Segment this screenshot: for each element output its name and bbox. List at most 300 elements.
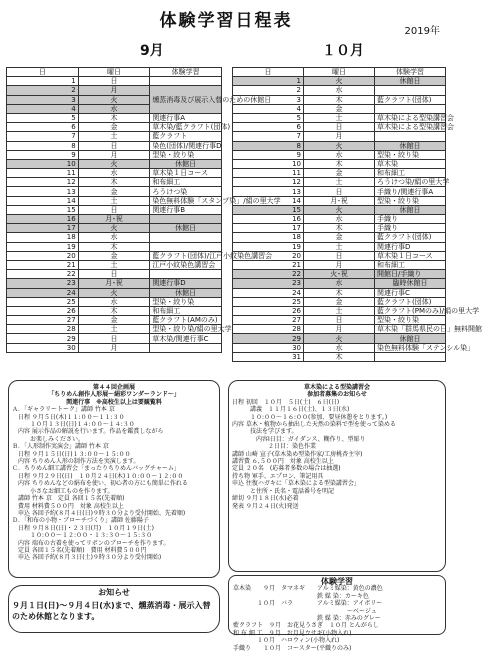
day-cell: 29 bbox=[233, 334, 304, 343]
table-row bbox=[7, 251, 222, 260]
day-cell: 14 bbox=[7, 196, 79, 205]
activity-cell: 和布細工 bbox=[375, 169, 446, 178]
weekday-cell: 水 bbox=[304, 215, 375, 224]
weekday-cell: 火 bbox=[304, 77, 375, 86]
day-cell: 20 bbox=[7, 251, 79, 260]
detail-line: 小さなお細工ものを作ります。 bbox=[12, 487, 114, 495]
september-schedule-table bbox=[6, 67, 281, 353]
table-row bbox=[233, 86, 446, 95]
day-cell: 15 bbox=[233, 205, 304, 214]
table-row bbox=[7, 141, 222, 150]
day-cell: 24 bbox=[7, 288, 79, 297]
weekday-cell: 金 bbox=[78, 123, 150, 132]
weekday-cell: 土 bbox=[304, 242, 375, 251]
activity-cell: 草木染 bbox=[375, 159, 446, 168]
day-cell: 12 bbox=[233, 178, 304, 187]
day-cell: 4 bbox=[7, 104, 79, 113]
day-cell: 2 bbox=[7, 86, 79, 95]
table-row bbox=[7, 169, 222, 178]
weekday-cell: 日 bbox=[78, 205, 150, 214]
day-cell: 3 bbox=[233, 95, 304, 104]
table-header-cell: 曜日 bbox=[304, 68, 375, 77]
activity-cell: 休館日 bbox=[375, 77, 446, 86]
table-row bbox=[7, 306, 222, 315]
day-cell: 10 bbox=[233, 159, 304, 168]
day-cell: 25 bbox=[233, 297, 304, 306]
weekday-cell: 金 bbox=[78, 316, 150, 325]
weekday-cell: 月･祝 bbox=[304, 196, 375, 205]
detail-line: 内容 ちりめんなどの絹布を使い、初心者の方にも簡単に作れる bbox=[12, 480, 188, 488]
experience-row: １０月 ハロウィン(小物入れ) bbox=[233, 637, 340, 645]
weekday-cell: 月 bbox=[78, 150, 150, 159]
table-row bbox=[7, 325, 222, 334]
day-cell: 8 bbox=[7, 141, 79, 150]
table-header-row bbox=[7, 68, 222, 77]
detail-line: 日程 ９月１５日(日)１３:００～１５:００ bbox=[12, 450, 131, 458]
weekday-cell: 日 bbox=[78, 334, 150, 343]
day-cell: 25 bbox=[7, 297, 79, 306]
activity-cell: 開館日/手織り bbox=[375, 270, 446, 279]
day-cell: 19 bbox=[7, 242, 79, 251]
table-row bbox=[233, 297, 446, 306]
experience-title: 体験学習 bbox=[321, 577, 353, 586]
day-cell: 6 bbox=[233, 123, 304, 132]
activity-cell: 休館日 bbox=[150, 224, 222, 233]
day-cell: 4 bbox=[233, 104, 304, 113]
detail-line: Ａ．「ギャラリートーク」講師 竹本 京 bbox=[12, 406, 115, 414]
table-row bbox=[233, 352, 446, 361]
activity-cell bbox=[375, 104, 446, 113]
table-row bbox=[233, 224, 446, 233]
weekday-cell: 金 bbox=[304, 233, 375, 242]
workshop-title: 草木染による型染講習会 bbox=[303, 384, 370, 391]
activity-cell: 草木染による型染講習会 bbox=[375, 113, 446, 122]
day-cell: 21 bbox=[7, 260, 79, 269]
activity-cell bbox=[150, 343, 222, 352]
experience-row: 鉄 媒 染：カーキ色 bbox=[233, 592, 369, 600]
detail-line: 日程 初回 １０月 ５日(土) ６日(日) bbox=[232, 398, 340, 406]
activity-cell bbox=[375, 132, 446, 141]
table-row bbox=[7, 86, 222, 95]
activity-cell: 草木染「群馬県民の日」無料開館 bbox=[375, 325, 446, 334]
exhibition-subtitle: 関連行事 ※高校生以上は要観覧料 bbox=[66, 398, 162, 406]
table-row bbox=[233, 178, 446, 187]
exhibition-details bbox=[12, 406, 216, 562]
detail-line: Ｂ．「人形制作実演会」講師 竹本 京 bbox=[12, 443, 109, 451]
activity-cell: 草木染による型染講習会 bbox=[375, 123, 446, 132]
experience-rows bbox=[233, 585, 441, 652]
day-cell: 2 bbox=[233, 86, 304, 95]
weekday-cell: 土 bbox=[78, 325, 150, 334]
experience-row: １０月 バラ アルミ媒染：アイボリー bbox=[233, 600, 383, 608]
table-row bbox=[233, 288, 446, 297]
weekday-cell: 火 bbox=[304, 141, 375, 150]
table-row bbox=[233, 205, 446, 214]
day-cell: 30 bbox=[233, 343, 304, 352]
day-cell: 31 bbox=[233, 352, 304, 361]
table-row bbox=[7, 316, 222, 325]
detail-line: 内容Ⅰ日目：ガイダンス、糊作り、型彫り bbox=[232, 435, 366, 443]
day-cell: 23 bbox=[7, 279, 79, 288]
table-row bbox=[233, 113, 446, 122]
detail-line: 講習費 ６,５００円 対象 高校生以上 bbox=[232, 458, 334, 466]
weekday-cell: 木 bbox=[304, 95, 375, 104]
table-header-cell: 体験学習 bbox=[375, 68, 446, 77]
activity-cell: 型染・絞り染 bbox=[375, 150, 446, 159]
day-cell: 13 bbox=[233, 187, 304, 196]
day-cell: 9 bbox=[7, 150, 79, 159]
weekday-cell: 水 bbox=[304, 279, 375, 288]
table-row bbox=[233, 169, 446, 178]
detail-line: お楽しみください。 bbox=[12, 435, 85, 443]
activity-cell: 休館日 bbox=[150, 159, 222, 168]
table-header-row bbox=[233, 68, 446, 77]
day-cell: 17 bbox=[233, 224, 304, 233]
day-cell: 30 bbox=[7, 343, 79, 352]
experience-row: 和 布 細 工 ９月 お月見ウサギ(小物入れ) bbox=[233, 629, 352, 637]
detail-line: 技法を学びます。 bbox=[232, 428, 298, 436]
weekday-cell: 木 bbox=[78, 178, 150, 187]
activity-cell: 関連行事D bbox=[375, 242, 446, 251]
activity-cell bbox=[150, 270, 222, 279]
weekday-cell: 土 bbox=[78, 132, 150, 141]
day-cell: 11 bbox=[7, 169, 79, 178]
table-row bbox=[233, 242, 446, 251]
detail-line: 内容 草木・植物から抽出した天然の染料で型を使って染める bbox=[232, 421, 396, 429]
experience-row: 鉄 媒 染：赤みのグレー bbox=[233, 615, 381, 623]
activity-cell: 型染・絞り染 bbox=[375, 316, 446, 325]
activity-cell bbox=[150, 242, 222, 251]
activity-cell: 休館日 bbox=[375, 205, 446, 214]
detail-line: 申込 各回予約(８月３日(土)９時３０分より受付開始) bbox=[12, 554, 162, 562]
table-row bbox=[7, 288, 222, 297]
weekday-cell: 月 bbox=[78, 343, 150, 352]
day-cell: 29 bbox=[7, 334, 79, 343]
day-cell: 28 bbox=[7, 325, 79, 334]
day-cell: 16 bbox=[7, 215, 79, 224]
workshop-subtitle: 参加者募集のお知らせ bbox=[307, 391, 367, 399]
detail-line: 持ち物 軍手、エプロン、筆記用具 bbox=[232, 472, 324, 480]
detail-line: 講師 山崎 宣子(草木染め型染作家/工房桃杏主宰) bbox=[232, 450, 363, 458]
dye-workshop-box bbox=[228, 380, 446, 572]
table-row bbox=[233, 251, 446, 260]
table-row bbox=[7, 113, 222, 122]
day-cell: 22 bbox=[233, 270, 304, 279]
day-cell: 9 bbox=[233, 150, 304, 159]
detail-line: 定員 ２０名 (応募者多数の場合は抽選) bbox=[232, 465, 341, 473]
month-october-label: １０月 bbox=[322, 43, 364, 59]
weekday-cell: 月･祝 bbox=[78, 279, 150, 288]
weekday-cell: 金 bbox=[304, 169, 375, 178]
table-row bbox=[233, 123, 446, 132]
detail-line: １０:００～１６:００(参加、要昼休憩をとります。) bbox=[232, 413, 388, 421]
detail-line: 内容 展示作品の解説を行います。作品を鑑賞しながら bbox=[12, 428, 164, 436]
activity-cell: 関連行事D bbox=[150, 279, 222, 288]
page-title: 体験学習日程表 bbox=[159, 11, 293, 31]
day-cell: 24 bbox=[233, 288, 304, 297]
weekday-cell: 日 bbox=[304, 251, 375, 260]
day-cell: 11 bbox=[233, 169, 304, 178]
day-cell: 19 bbox=[233, 242, 304, 251]
table-row bbox=[233, 95, 446, 104]
activity-cell: 染色(団体)/関連行事D bbox=[150, 141, 222, 150]
table-row bbox=[233, 196, 446, 205]
activity-cell: 臨時休館日 bbox=[375, 279, 446, 288]
weekday-cell: 木 bbox=[304, 159, 375, 168]
table-row bbox=[233, 279, 446, 288]
table-row bbox=[233, 215, 446, 224]
table-row bbox=[7, 132, 222, 141]
detail-line: 日程 ９月５日(木)１１:００～１１:３０ bbox=[12, 413, 125, 421]
weekday-cell: 木 bbox=[78, 242, 150, 251]
weekday-cell: 土 bbox=[304, 306, 375, 315]
day-cell: 10 bbox=[7, 159, 79, 168]
activity-cell bbox=[150, 233, 222, 242]
table-row bbox=[233, 316, 446, 325]
day-cell: 3 bbox=[7, 95, 79, 104]
activity-cell: ろうけつ染/絹の里大学 bbox=[375, 178, 446, 187]
day-cell: 27 bbox=[7, 316, 79, 325]
detail-line: 講師 竹本 京 定員 各回１５名(先着順) bbox=[12, 495, 125, 503]
weekday-cell: 日 bbox=[304, 123, 375, 132]
activity-cell: 草木染/藍クラフト(団体) bbox=[150, 123, 222, 132]
closure-notice-box bbox=[8, 585, 220, 633]
experience-summary-box bbox=[228, 575, 446, 652]
closure-span-cell: 燻蒸消毒及び展示入替のための休館日 bbox=[150, 86, 222, 114]
weekday-cell: 水 bbox=[78, 169, 150, 178]
weekday-cell: 火 bbox=[78, 224, 150, 233]
exhibition-number: 第４４回企画展 bbox=[92, 384, 135, 391]
activity-cell bbox=[150, 215, 222, 224]
detail-line: ２日目：染色作業 bbox=[232, 443, 317, 451]
table-row bbox=[233, 306, 446, 315]
weekday-cell: 月･祝 bbox=[78, 215, 150, 224]
detail-line: 申込 往復ハガキに「草木染による型染講習会」 bbox=[232, 480, 360, 488]
day-cell: 26 bbox=[7, 306, 79, 315]
day-cell: 1 bbox=[7, 77, 79, 86]
table-row bbox=[233, 260, 446, 269]
activity-cell: 和布細工 bbox=[150, 178, 222, 187]
workshop-details bbox=[232, 399, 442, 510]
weekday-cell: 木 bbox=[304, 352, 375, 361]
table-header-cell: 日 bbox=[233, 68, 304, 77]
activity-cell: 休館日 bbox=[150, 288, 222, 297]
detail-line: 定員 各回１５名(先着順) 費用 材料費５００円 bbox=[12, 546, 147, 554]
notice-text: ９月１日(日)～９月４日(水)まで、燻蒸消毒・展示入替のため休館となります。 bbox=[12, 601, 211, 622]
detail-line: １０:００～１２:００・１３:３０～１５:３０ bbox=[12, 532, 153, 540]
weekday-cell: 金 bbox=[304, 104, 375, 113]
activity-cell: 手織り/関連行事A bbox=[375, 187, 446, 196]
detail-line: １０月１３日(日)１４:００～１４:３０ bbox=[12, 421, 135, 429]
weekday-cell: 土 bbox=[78, 196, 150, 205]
activity-cell: 草木染１日コース bbox=[150, 169, 222, 178]
table-header-cell: 体験学習 bbox=[150, 68, 222, 77]
weekday-cell: 水 bbox=[304, 343, 375, 352]
day-cell: 17 bbox=[7, 224, 79, 233]
table-row bbox=[233, 233, 446, 242]
day-cell: 16 bbox=[233, 215, 304, 224]
weekday-cell: 木 bbox=[304, 288, 375, 297]
table-row bbox=[7, 260, 222, 269]
detail-line: 費用 材料費５００円 対象 高校生以上 bbox=[12, 502, 124, 510]
activity-cell: ろうけつ染 bbox=[150, 187, 222, 196]
detail-line: 講義 １１月１６日(土)、１３日(水) bbox=[232, 406, 350, 414]
weekday-cell: 水 bbox=[78, 297, 150, 306]
activity-cell: 型染・絞り染/絹の里大学 bbox=[150, 325, 222, 334]
table-row bbox=[233, 325, 446, 334]
detail-line: 日程 ９月２９日(日) １０月２４日(木)１０:００～１２:００ bbox=[12, 472, 184, 480]
weekday-cell: 日 bbox=[304, 316, 375, 325]
activity-cell: 草木染１日コース bbox=[375, 251, 446, 260]
weekday-cell: 日 bbox=[78, 270, 150, 279]
day-cell: 20 bbox=[233, 251, 304, 260]
october-schedule-table bbox=[232, 67, 482, 362]
table-row bbox=[233, 104, 446, 113]
weekday-cell: 日 bbox=[78, 77, 150, 86]
day-cell: 15 bbox=[7, 205, 79, 214]
weekday-cell: 土 bbox=[304, 113, 375, 122]
weekday-cell: 木 bbox=[78, 306, 150, 315]
table-row bbox=[7, 159, 222, 168]
day-cell: 13 bbox=[7, 187, 79, 196]
weekday-cell: 水 bbox=[304, 150, 375, 159]
weekday-cell: 火 bbox=[78, 288, 150, 297]
table-row bbox=[233, 150, 446, 159]
day-cell: 26 bbox=[233, 306, 304, 315]
month-september-label: 9月 bbox=[140, 43, 164, 59]
day-cell: 27 bbox=[233, 316, 304, 325]
day-cell: 1 bbox=[233, 77, 304, 86]
activity-cell: 和布細工 bbox=[375, 260, 446, 269]
activity-cell: 和布細工 bbox=[150, 306, 222, 315]
activity-cell: 関連行事B bbox=[150, 205, 222, 214]
table-header-cell: 曜日 bbox=[78, 68, 150, 77]
activity-cell: 関連行事C bbox=[375, 288, 446, 297]
weekday-cell: 金 bbox=[304, 297, 375, 306]
table-row bbox=[7, 279, 222, 288]
weekday-cell: 月 bbox=[304, 260, 375, 269]
activity-cell: 藍クラフト bbox=[150, 132, 222, 141]
day-cell: 12 bbox=[7, 178, 79, 187]
day-cell: 18 bbox=[7, 233, 79, 242]
table-row bbox=[233, 343, 446, 352]
table-row bbox=[233, 77, 446, 86]
table-row bbox=[7, 150, 222, 159]
exhibition-events-box bbox=[8, 380, 220, 578]
day-cell: 8 bbox=[233, 141, 304, 150]
weekday-cell: 水 bbox=[78, 233, 150, 242]
activity-cell: 手織り bbox=[375, 224, 446, 233]
experience-row: ～ベージュ bbox=[233, 607, 377, 615]
day-cell: 18 bbox=[233, 233, 304, 242]
weekday-cell: 土 bbox=[78, 260, 150, 269]
activity-cell: 型染・絞り染 bbox=[375, 196, 446, 205]
activity-cell: 手織り bbox=[375, 215, 446, 224]
day-cell: 28 bbox=[233, 325, 304, 334]
activity-cell: 関連行事A bbox=[150, 113, 222, 122]
notice-title: お知らせ bbox=[98, 588, 130, 597]
day-cell: 7 bbox=[7, 132, 79, 141]
table-header-cell: 日 bbox=[7, 68, 79, 77]
table-row bbox=[7, 178, 222, 187]
day-cell: 22 bbox=[7, 270, 79, 279]
weekday-cell: 木 bbox=[304, 224, 375, 233]
exhibition-title: 「ちりめん創作人形展～絹彩ワンダーランド～」 bbox=[48, 391, 180, 399]
weekday-cell: 金 bbox=[78, 251, 150, 260]
activity-cell: 藍クラフト(団体) bbox=[375, 95, 446, 104]
detail-line: 締切 ９月１８日(水)必着 bbox=[232, 495, 299, 503]
detail-line: 日程 ９月８日(日)・２３日(月) １０月１９日(土) bbox=[12, 524, 154, 532]
weekday-cell: 火 bbox=[78, 159, 150, 168]
table-row bbox=[233, 132, 446, 141]
table-row bbox=[233, 159, 446, 168]
weekday-cell: 水 bbox=[304, 86, 375, 95]
activity-cell: 藍クラフト(団体)/江戸小紋染色講習会 bbox=[150, 251, 222, 260]
day-cell: 5 bbox=[233, 113, 304, 122]
activity-cell bbox=[375, 352, 446, 361]
detail-line: 内容 ちりめん人形の制作方法を実演します。 bbox=[12, 458, 140, 466]
weekday-cell: 木 bbox=[78, 113, 150, 122]
table-row bbox=[233, 187, 446, 196]
weekday-cell: 月 bbox=[304, 325, 375, 334]
weekday-cell: 水 bbox=[78, 104, 150, 113]
table-row bbox=[7, 215, 222, 224]
activity-cell: 休館日 bbox=[375, 141, 446, 150]
table-row bbox=[7, 205, 222, 214]
weekday-cell: 月 bbox=[304, 132, 375, 141]
activity-cell: 藍クラフト(団体) bbox=[375, 297, 446, 306]
weekday-cell: 火 bbox=[304, 334, 375, 343]
activity-cell: 型染・絞り染 bbox=[150, 297, 222, 306]
weekday-cell: 火･祝 bbox=[304, 270, 375, 279]
table-row bbox=[7, 233, 222, 242]
year-label: 2019年 bbox=[404, 26, 440, 37]
detail-line: 内容 端布の古着を使ってリボンのブローチを作ります。 bbox=[12, 539, 170, 547]
detail-line: Ｃ．ちりめん細工講習会「まったりちりめんバッグチャーム」 bbox=[12, 465, 180, 473]
table-row bbox=[7, 123, 222, 132]
table-row bbox=[7, 224, 222, 233]
activity-cell: 染色無料体験「ステンシル染」 bbox=[375, 343, 446, 352]
activity-cell: 草木染/関連行事C bbox=[150, 334, 222, 343]
table-row bbox=[7, 270, 222, 279]
day-cell: 21 bbox=[233, 260, 304, 269]
weekday-cell: 金 bbox=[78, 187, 150, 196]
activity-cell: 休館日 bbox=[375, 334, 446, 343]
activity-cell: 江戸小紋染色講習会 bbox=[150, 260, 222, 269]
day-cell: 6 bbox=[7, 123, 79, 132]
table-row bbox=[7, 334, 222, 343]
activity-cell: 藍クラフト(PMのみ)/絹の里大学 bbox=[375, 306, 446, 315]
day-cell: 7 bbox=[233, 132, 304, 141]
table-row bbox=[7, 196, 222, 205]
table-row bbox=[233, 141, 446, 150]
weekday-cell: 土 bbox=[304, 178, 375, 187]
table-row bbox=[7, 77, 222, 86]
table-row bbox=[233, 270, 446, 279]
day-cell: 5 bbox=[7, 113, 79, 122]
weekday-cell: 月 bbox=[78, 86, 150, 95]
weekday-cell: 火 bbox=[304, 205, 375, 214]
day-cell: 23 bbox=[233, 279, 304, 288]
weekday-cell: 火 bbox=[78, 95, 150, 104]
activity-cell bbox=[375, 86, 446, 95]
detail-line: と住所・氏名・電話番号を明記 bbox=[232, 487, 335, 495]
day-cell: 14 bbox=[233, 196, 304, 205]
activity-cell: 藍クラフト(団体) bbox=[375, 233, 446, 242]
table-row bbox=[7, 242, 222, 251]
table-row bbox=[7, 343, 222, 352]
experience-row: 草木染 ９月 タマネギ アルミ媒染：黄色の濃色 bbox=[233, 585, 383, 593]
